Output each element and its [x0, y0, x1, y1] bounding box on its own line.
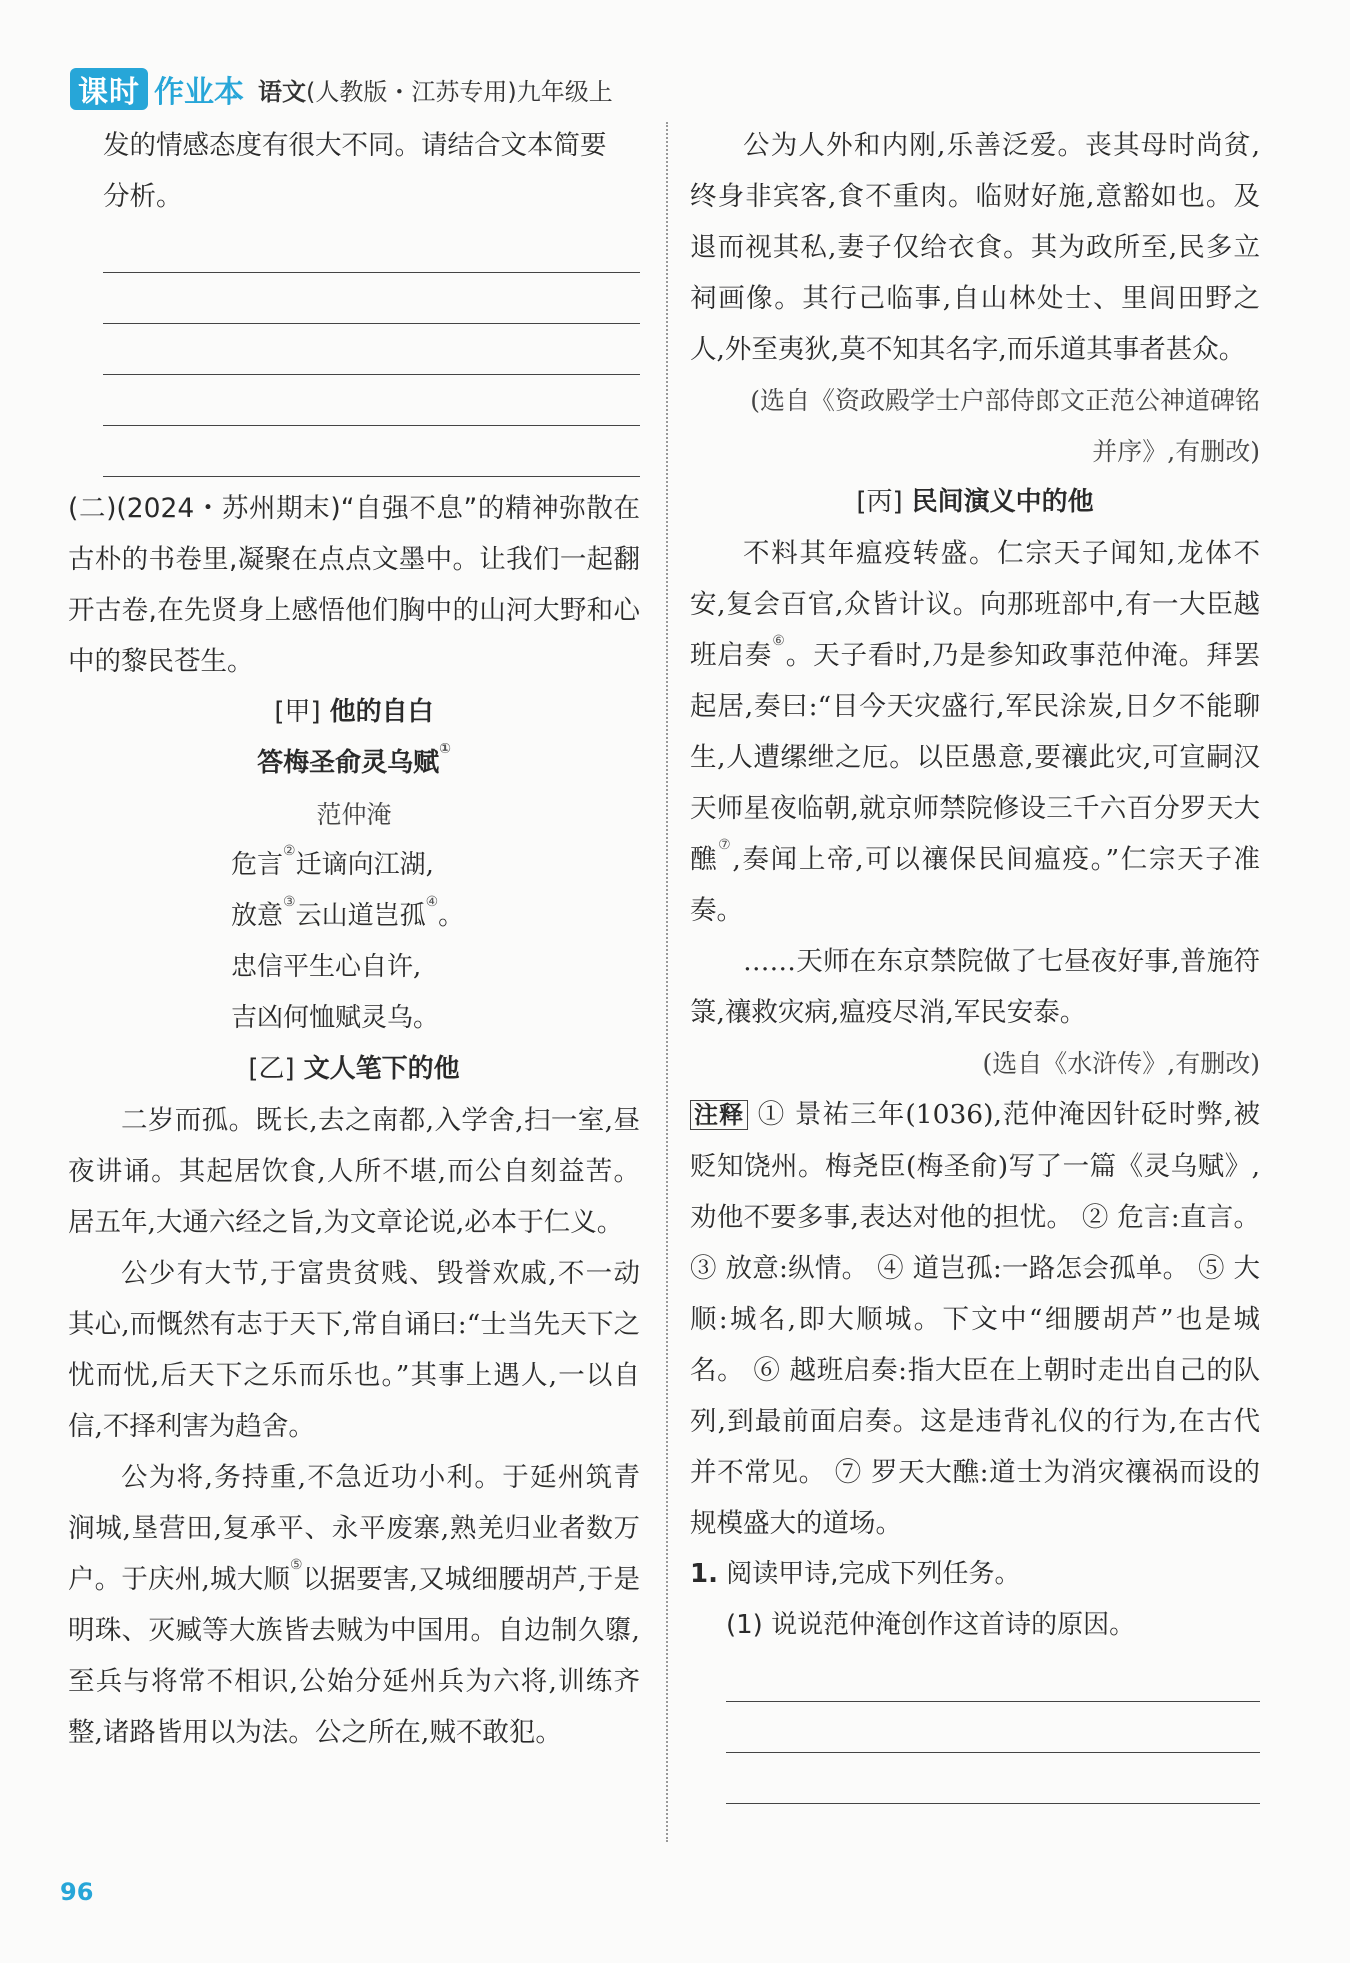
poem-line	[68, 840, 640, 891]
section-title: 民间演义中的他	[911, 487, 1094, 517]
question-1-sub: (1) 说说范仲淹创作这首诗的原因。	[726, 1610, 1136, 1640]
answer-line[interactable]	[103, 222, 640, 273]
answer-line[interactable]	[103, 375, 640, 426]
passage-paragraph: ……天师在东京禁院做了七昼夜好事,普施符箓,禳救灾病,瘟疫尽消,军民安泰。	[690, 946, 1260, 1028]
poem-text: 放意	[231, 901, 284, 931]
passage-text: 不料其年瘟疫转盛。仁宗天子闻知,龙体不安,复会百官,众皆计议。向那班部中,有一大臣越班启奏	[690, 538, 1260, 671]
passage-paragraph	[690, 528, 1260, 936]
question-text: 阅读甲诗,完成下列任务。	[726, 1559, 1021, 1589]
right-column	[690, 120, 1260, 1804]
poem-line	[68, 891, 640, 942]
footnote-marker: ②	[283, 843, 296, 859]
section-tag: [丙]	[856, 487, 903, 517]
passage-paragraph	[68, 1452, 640, 1758]
passage-text: 以据要害,又城细腰胡芦,于是明珠、灭臧等大族皆去贼为中国用。自边制久隳,至兵与将常不相识,公始分延州兵为六将,训练齐整,诸路皆用以为法。公之所在,贼不敢犯。	[68, 1564, 640, 1748]
page-number: 96	[60, 1878, 94, 1906]
poem-text: 危言	[231, 850, 284, 880]
passage-text: ,奏闻上帝,可以禳保民间瘟疫。”仁宗天子准奏。	[690, 844, 1260, 926]
subject: 语文	[258, 77, 306, 106]
section-bing-heading	[690, 477, 1260, 528]
part2-intro: (二)(2024・苏州期末)“自强不息”的精神弥散在古朴的书卷里,凝聚在点点文墨中。让我们一起翻开古卷,在先贤身上感悟他们胸中的山河大野和心中的黎民苍生。	[68, 493, 640, 677]
poem-text: 云山道岂孤	[295, 901, 426, 931]
brand-name: 作业本	[154, 75, 244, 110]
source-citation: 并序》,有删改)	[1092, 437, 1260, 466]
answer-line[interactable]	[726, 1651, 1260, 1702]
answer-line[interactable]	[103, 273, 640, 324]
poem-title-text: 答梅圣俞灵乌赋	[257, 748, 440, 778]
annotations	[690, 1089, 1260, 1549]
question-1	[690, 1549, 1260, 1600]
footnote-marker: ③	[283, 894, 296, 910]
grade: 九年级上	[516, 77, 613, 106]
answer-lines	[690, 1651, 1260, 1804]
passage-paragraph: 公少有大节,于富贵贫贱、毁誉欢戚,不一动其心,而慨然有志于天下,常自诵曰:“士当先天下之忧而忧,后天下之乐而乐也。”其事上遇人,一以自信,不择利害为趋舍。	[68, 1258, 640, 1442]
answer-lines	[68, 222, 640, 477]
footnote-marker: ⑤	[290, 1557, 303, 1573]
section-yi-heading	[68, 1044, 640, 1095]
answer-line[interactable]	[103, 426, 640, 477]
passage-text: 。天子看时,乃是参知政事范仲淹。拜罢起居,奏曰:“目今天灾盛行,军民涂炭,日夕不能聊生,人遭缧绁之厄。以臣愚意,要禳此灾,可宣嗣汉天师星夜临朝,就京师禁院修设三千六百分罗天大醮	[690, 640, 1260, 875]
poem-title	[68, 738, 640, 789]
poem-text: 迁谪向江湖,	[295, 850, 434, 880]
question-tail-line2: 分析。	[103, 181, 183, 212]
footnote-marker: ①	[439, 741, 451, 757]
footnote-marker: ④	[425, 894, 439, 910]
poem-line: 忠信平生心自许,	[231, 952, 422, 982]
question-number: 1.	[690, 1559, 718, 1589]
annotation-text: ① 景祐三年(1036),范仲淹因针砭时弊,被贬知饶州。梅尧臣(梅圣俞)写了一篇《灵乌赋》,劝他不要多事,表达对他的担忧。 ② 危言:直言。 ③ 放意:纵情。 ④ 道岂孤:一路怎会孤单。 ⑤ 大顺:城名,即大顺城。下文中“细腰胡芦”也是城名。 ⑥ 越班启奏:指大臣在上朝时走出自己的队列,到最前面启奏。这是违背礼仪的行为,在古代并不常见。 ⑦ 罗天大醮:道士为消灾禳祸而设的规模盛大的道场。	[690, 1099, 1260, 1539]
page-header	[70, 66, 613, 112]
answer-line[interactable]	[726, 1702, 1260, 1753]
section-tag: [乙]	[248, 1054, 295, 1084]
source-citation: (选自《水浒传》,有删改)	[982, 1049, 1260, 1078]
footnote-marker: ⑦	[718, 837, 733, 853]
poem-author: 范仲淹	[316, 800, 392, 829]
left-column	[68, 120, 640, 1758]
annotation-tag: 注释	[690, 1100, 748, 1130]
poem-text: 。	[438, 901, 465, 931]
edition: (人教版・江苏专用)	[306, 77, 517, 106]
section-tag: [甲]	[274, 697, 321, 727]
source-citation: (选自《资政殿学士户部侍郎文正范公神道碑铭	[750, 386, 1260, 415]
brand-logo: 课时	[70, 68, 148, 110]
section-title: 文人笔下的他	[303, 1054, 460, 1084]
answer-line[interactable]	[103, 324, 640, 375]
passage-text: 公为将,务持重,不急近功小利。于延州筑青涧城,垦营田,复承平、永平废寨,熟羌归业者数万户。于庆州,城大顺	[68, 1462, 640, 1595]
poem-line: 吉凶何恤赋灵乌。	[231, 1003, 440, 1033]
section-jia-heading	[68, 687, 640, 738]
answer-line[interactable]	[726, 1753, 1260, 1804]
section-title: 他的自白	[329, 697, 434, 727]
subject-label	[258, 72, 613, 107]
passage-paragraph: 公为人外和内刚,乐善泛爱。丧其母时尚贫,终身非宾客,食不重肉。临财好施,意豁如也。及退而视其私,妻子仅给衣食。其为政所至,民多立祠画像。其行己临事,自山林处士、里闾田野之人,外至夷狄,莫不知其名字,而乐道其事者甚众。	[690, 130, 1260, 365]
question-tail-line1: 发的情感态度有很大不同。请结合文本简要	[103, 130, 607, 161]
column-divider	[666, 122, 668, 1842]
passage-paragraph: 二岁而孤。既长,去之南都,入学舍,扫一室,昼夜讲诵。其起居饮食,人所不堪,而公自刻益苦。居五年,大通六经之旨,为文章论说,必本于仁义。	[68, 1105, 640, 1238]
footnote-marker: ⑥	[772, 633, 786, 649]
